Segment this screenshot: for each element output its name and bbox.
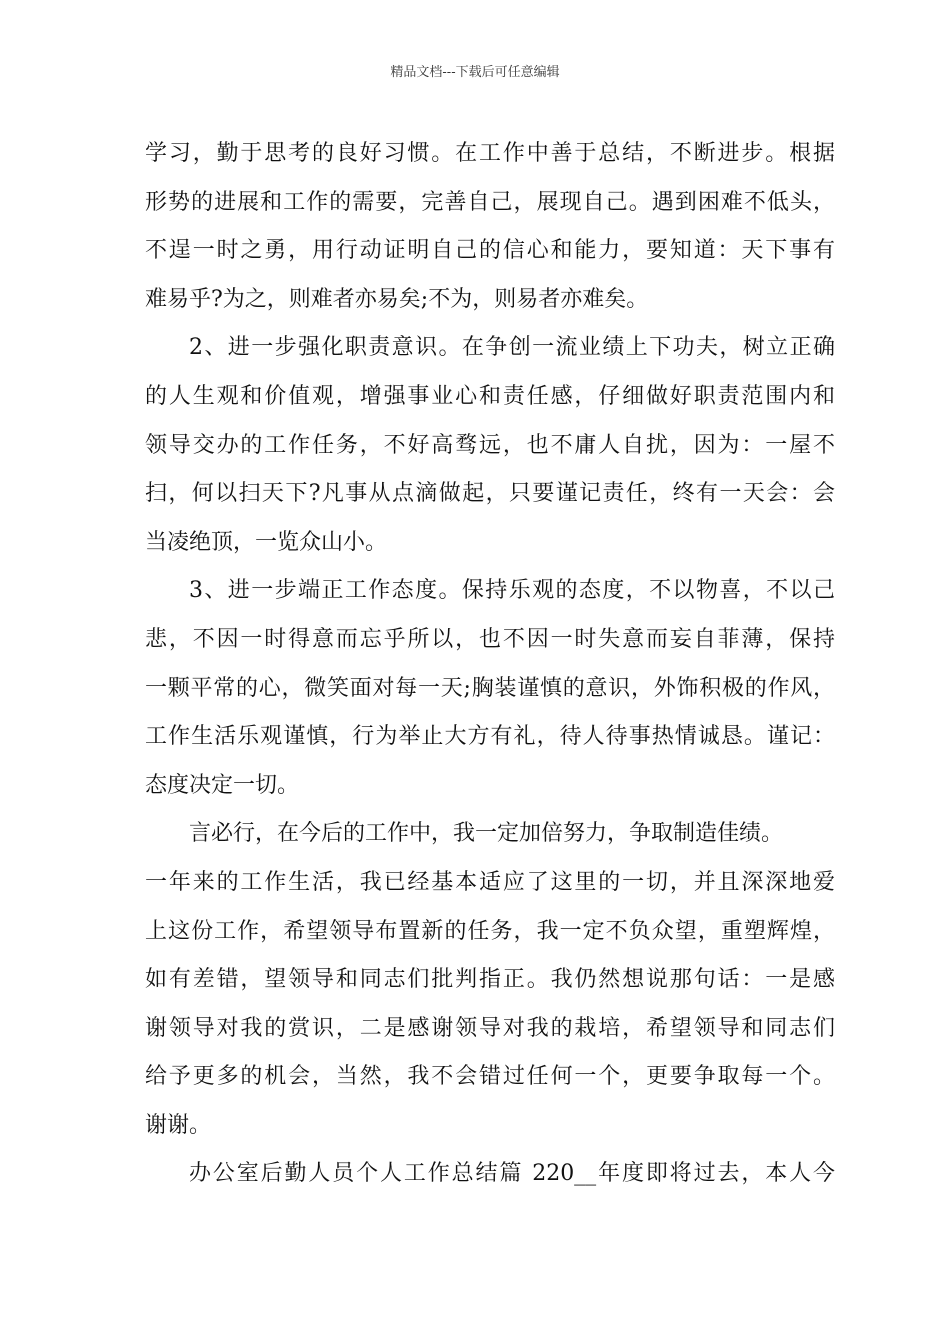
- text-line: 上这份工作，希望领导布置新的任务，我一定不负众望，重塑辉煌，: [145, 918, 835, 944]
- text-line: 一颗平常的心，微笑面对每一天;胸装谨慎的意识，外饰积极的作风，: [145, 675, 835, 701]
- text-line: 3、进一步端正工作态度。保持乐观的态度，不以物喜，不以己: [189, 578, 835, 604]
- text-line: 给予更多的机会，当然，我不会错过任何一个，更要争取每一个。: [145, 1064, 835, 1090]
- text-line: 不逞一时之勇，用行动证明自己的信心和能力，要知道：天下事有: [145, 238, 835, 264]
- text-line: 言必行，在今后的工作中，我一定加倍努力，争取制造佳绩。: [189, 821, 784, 847]
- document-body: [145, 130, 835, 1199]
- text-line: 悲，不因一时得意而忘乎所以，也不因一时失意而妄自菲薄，保持: [145, 626, 835, 652]
- page-header: 精品文档---下载后可任意编辑: [390, 65, 560, 80]
- text-line: 办公室后勤人员个人工作总结篇 220__年度即将过去，本人今: [189, 1161, 835, 1187]
- paragraph: [145, 810, 835, 1150]
- paragraph: [145, 567, 835, 810]
- text-line: 工作生活乐观谨慎，行为举止大方有礼，待人待事热情诚恳。谨记：: [145, 724, 835, 750]
- text-line: 形势的进展和工作的需要，完善自己，展现自己。遇到困难不低头，: [145, 189, 835, 215]
- text-line: 2、进一步强化职责意识。在争创一流业绩上下功夫，树立正确: [189, 335, 835, 361]
- text-line: 的人生观和价值观，增强事业心和责任感，仔细做好职责范围内和: [145, 383, 835, 409]
- paragraph: [145, 324, 835, 567]
- text-line: 谢领导对我的赏识，二是感谢领导对我的栽培，希望领导和同志们: [145, 1015, 835, 1041]
- text-line: 领导交办的工作任务，不好高骛远，也不庸人自扰，因为：一屋不: [145, 432, 835, 458]
- text-line: 态度决定一切。: [145, 772, 300, 798]
- paragraph: [145, 130, 835, 324]
- text-line: 难易乎?为之，则难者亦易矣;不为，则易者亦难矣。: [145, 286, 649, 312]
- text-line: 一年来的工作生活，我已经基本适应了这里的一切，并且深深地爱: [145, 869, 835, 895]
- text-line: 学习，勤于思考的良好习惯。在工作中善于总结，不断进步。根据: [145, 141, 835, 166]
- paragraph: [145, 1150, 835, 1199]
- text-line: 扫，何以扫天下?凡事从点滴做起，只要谨记责任，终有一天会：会: [145, 481, 835, 507]
- text-line: 如有差错，望领导和同志们批判指正。我仍然想说那句话：一是感: [145, 967, 835, 993]
- text-line: 谢谢。: [145, 1112, 212, 1138]
- text-line: 当凌绝顶，一览众山小。: [145, 529, 388, 555]
